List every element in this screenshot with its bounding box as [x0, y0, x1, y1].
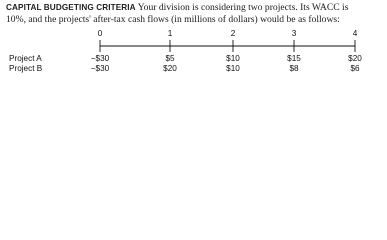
project-b-label: Project B [9, 64, 43, 73]
project-a-cash-flow-2: $10 [226, 54, 240, 63]
project-a-cash-flow-0: −$30 [90, 54, 110, 63]
project-b-cash-flow-2: $10 [226, 64, 240, 73]
period-label-4: 4 [352, 29, 358, 38]
problem-heading: CAPITAL BUDGETING CRITERIA [6, 3, 136, 12]
period-label-2: 2 [230, 29, 236, 38]
project-a-cash-flow-3: $15 [287, 54, 301, 63]
period-label-0: 0 [97, 29, 103, 38]
project-b-cash-flow-4: $6 [350, 64, 360, 73]
project-a-cash-flow-4: $20 [348, 54, 362, 63]
project-a-label: Project A [9, 54, 42, 63]
project-b-cash-flow-3: $8 [289, 64, 299, 73]
project-a-cash-flow-1: $5 [165, 54, 175, 63]
period-label-1: 1 [167, 29, 173, 38]
problem-text-line-1: Your division is considering two projects. Its WACC is [135, 2, 349, 13]
problem-text-line-2: 10%, and the projects' after-tax cash flows (in millions of dollars) would be as follows: [6, 13, 340, 25]
period-label-3: 3 [291, 29, 297, 38]
project-b-cash-flow-1: $20 [163, 64, 177, 73]
cash-flow-timeline [0, 0, 387, 86]
project-b-cash-flow-0: −$30 [90, 64, 110, 73]
